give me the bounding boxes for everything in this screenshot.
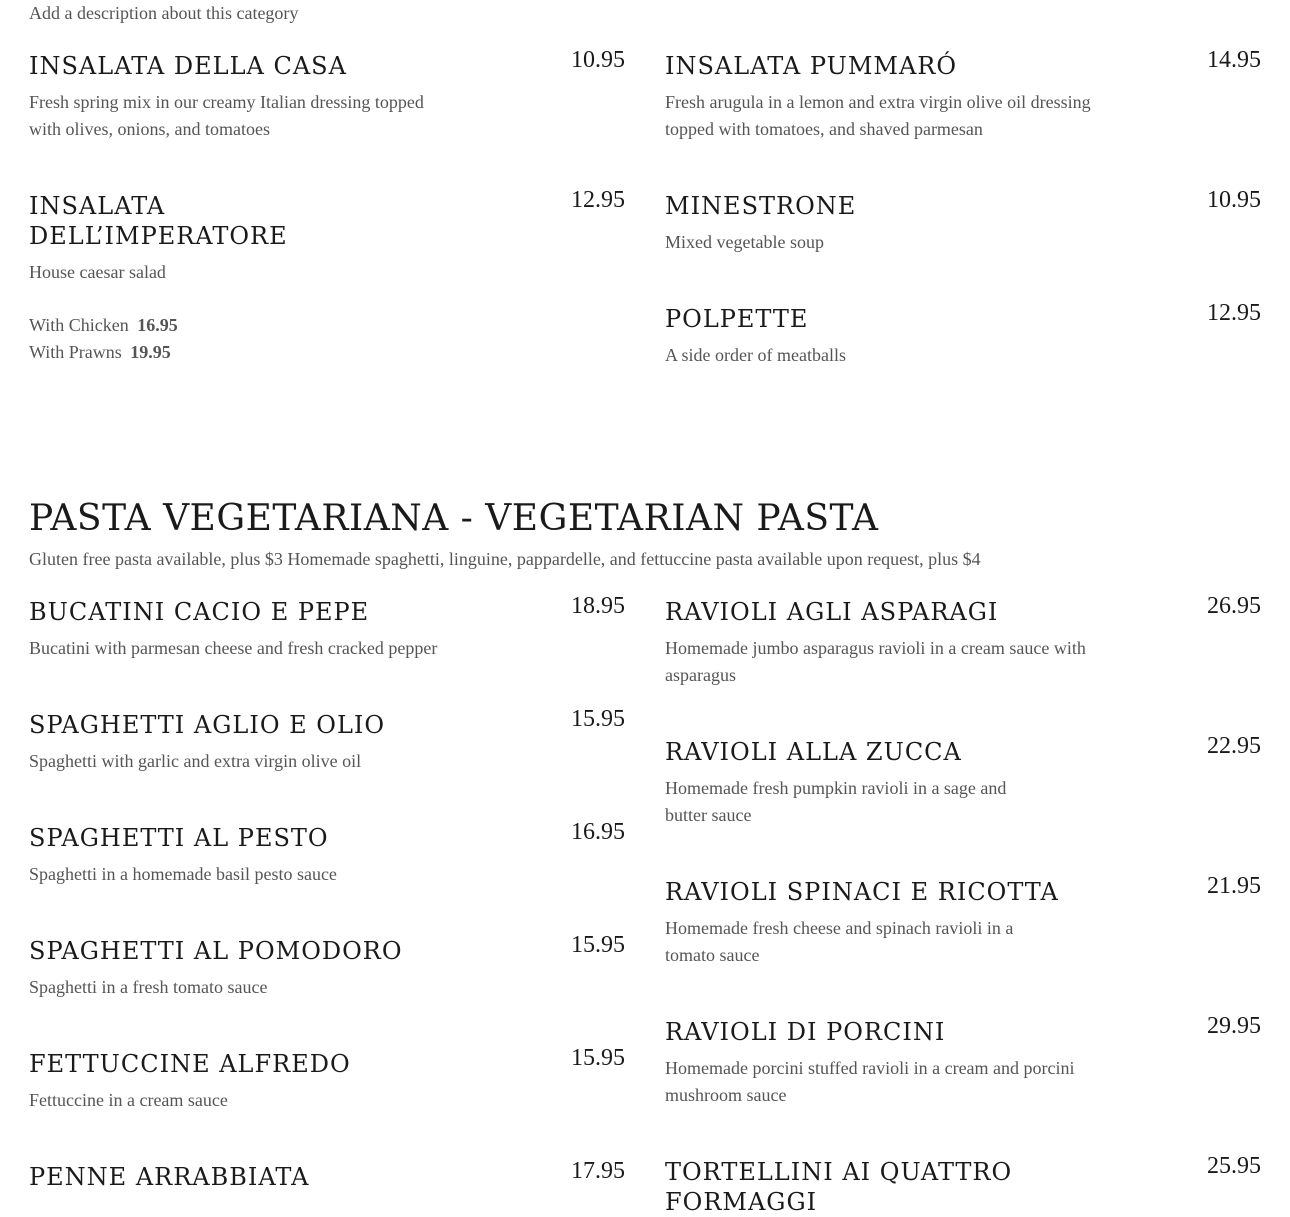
menu-item (665, 300, 1261, 369)
item-description: A side order of meatballs (665, 345, 846, 365)
item-name: SPAGHETTI AL PESTO (29, 824, 329, 852)
menu-item (665, 1013, 1261, 1109)
menu-item (29, 593, 625, 662)
menu-item (29, 819, 625, 888)
item-price: 15.95 (571, 1045, 625, 1071)
addon-row (29, 339, 625, 366)
menu-item (665, 187, 1261, 256)
menu-item (665, 593, 1261, 689)
category-description: Add a description about this category (29, 3, 299, 23)
item-name: RAVIOLI AGLI ASPARAGI (665, 598, 999, 626)
item-description: Spaghetti in a fresh tomato sauce (29, 977, 268, 997)
item-price: 17.95 (571, 1158, 625, 1184)
item-price: 10.95 (571, 47, 625, 73)
item-description: Spaghetti with garlic and extra virgin olive oil (29, 751, 362, 771)
item-name: RAVIOLI ALLA ZUCCA (665, 738, 962, 766)
menu-item (29, 932, 625, 1001)
item-name: MINESTRONE (665, 192, 857, 220)
addon-label: With Prawns (29, 342, 122, 362)
item-name: SPAGHETTI AL POMODORO (29, 937, 403, 965)
addon-label: With Chicken (29, 315, 129, 335)
item-price: 12.95 (1207, 300, 1261, 326)
item-description: Fresh spring mix in our creamy Italian dressing topped with olives, onions, and tomatoes (29, 92, 424, 139)
item-price: 21.95 (1207, 873, 1261, 899)
item-name: RAVIOLI DI PORCINI (665, 1018, 946, 1046)
item-description: Bucatini with parmesan cheese and fresh cracked pepper (29, 638, 438, 658)
item-name: INSALATA DELL’IMPERATORE (29, 192, 288, 250)
section-title: PASTA VEGETARIANA - VEGETARIAN PASTA (29, 498, 879, 539)
item-price: 29.95 (1207, 1013, 1261, 1039)
item-price: 15.95 (571, 706, 625, 732)
item-price: 26.95 (1207, 593, 1261, 619)
menu-item (29, 706, 625, 775)
item-name: SPAGHETTI AGLIO E OLIO (29, 711, 386, 739)
category-description: Gluten free pasta available, plus $3 Homemade spaghetti, linguine, pappardelle, and fettuccine pasta available upon request, plus $4 (29, 549, 981, 569)
menu-item (29, 47, 625, 143)
item-name: FETTUCCINE ALFREDO (29, 1050, 351, 1078)
item-description: Homemade jumbo asparagus ravioli in a cream sauce with asparagus (665, 638, 1086, 685)
menu-item (665, 873, 1261, 969)
item-name: BUCATINI CACIO E PEPE (29, 598, 370, 626)
item-name: PENNE ARRABBIATA (29, 1163, 310, 1191)
item-description: Homemade fresh cheese and spinach ravioli in a tomato sauce (665, 918, 1014, 965)
item-description: Fresh arugula in a lemon and extra virgin olive oil dressing topped with tomatoes, and shaved parmesan (665, 92, 1091, 139)
item-price: 22.95 (1207, 733, 1261, 759)
item-price: 18.95 (571, 593, 625, 619)
item-price: 12.95 (571, 187, 625, 213)
addon-row (29, 312, 625, 339)
item-price: 10.95 (1207, 187, 1261, 213)
addon-price: 16.95 (137, 315, 178, 335)
item-description: House caesar salad (29, 262, 166, 282)
addon-price: 19.95 (130, 342, 171, 362)
item-price: 25.95 (1207, 1153, 1261, 1179)
menu-item (29, 187, 625, 366)
addon-list (29, 312, 625, 366)
item-name: TORTELLINI AI QUATTRO FORMAGGI (665, 1158, 1013, 1216)
item-name: INSALATA PUMMARÓ (665, 52, 958, 80)
item-name: RAVIOLI SPINACI E RICOTTA (665, 878, 1059, 906)
menu-item (29, 1158, 625, 1192)
menu-item (29, 1045, 625, 1114)
item-price: 15.95 (571, 932, 625, 958)
item-price: 14.95 (1207, 47, 1261, 73)
item-description: Homemade fresh pumpkin ravioli in a sage and butter sauce (665, 778, 1007, 825)
item-description: Fettuccine in a cream sauce (29, 1090, 228, 1110)
menu-item (665, 47, 1261, 143)
item-description: Mixed vegetable soup (665, 232, 824, 252)
menu-item (665, 1153, 1261, 1217)
item-description: Homemade porcini stuffed ravioli in a cream and porcini mushroom sauce (665, 1058, 1075, 1105)
item-name: INSALATA DELLA CASA (29, 52, 347, 80)
menu-item (665, 733, 1261, 829)
item-description: Spaghetti in a homemade basil pesto sauce (29, 864, 337, 884)
item-price: 16.95 (571, 819, 625, 845)
item-name: POLPETTE (665, 305, 809, 333)
